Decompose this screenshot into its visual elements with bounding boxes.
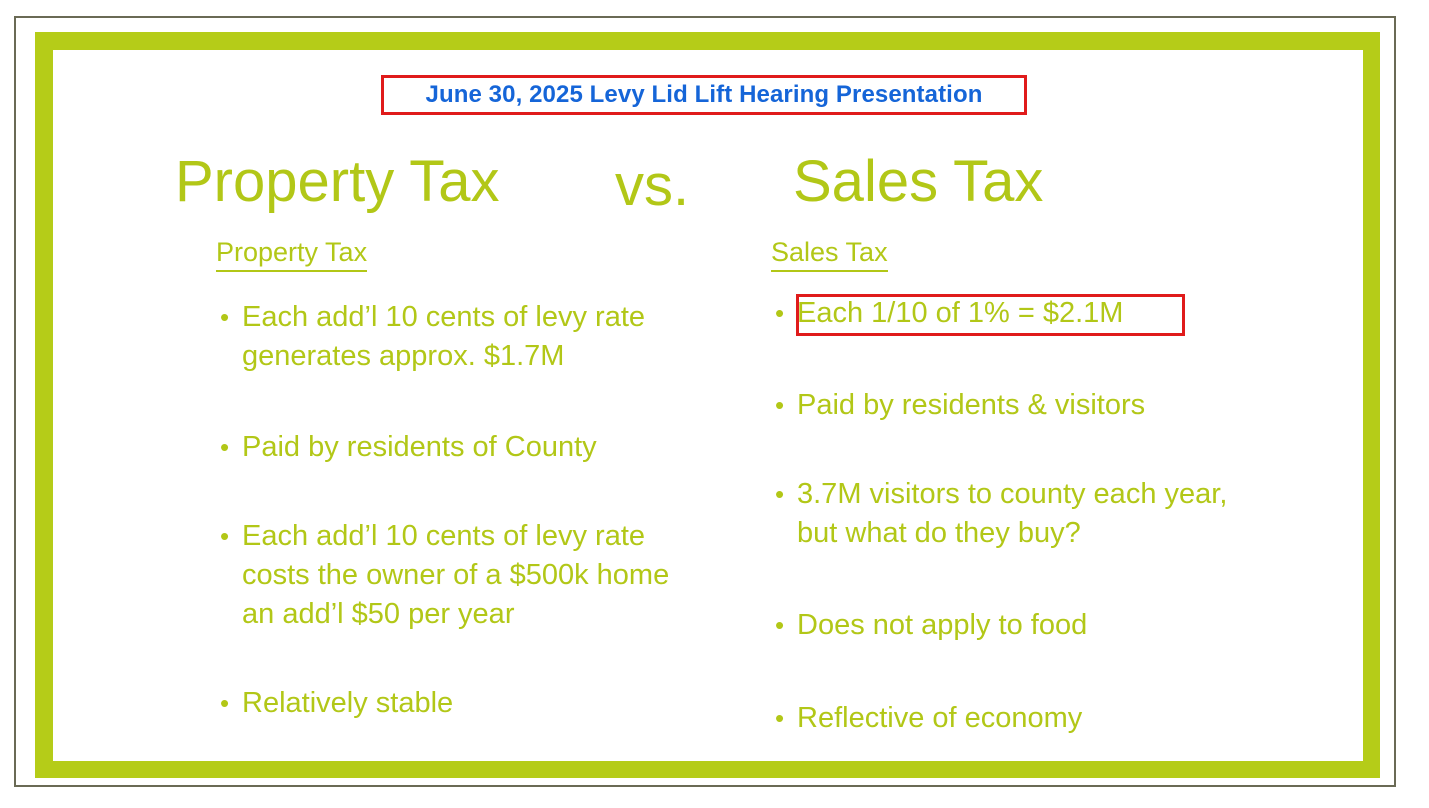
column-sales-tax — [771, 236, 1371, 738]
heading-sales-tax: Sales Tax — [793, 149, 1044, 214]
slide-heading-row — [53, 146, 1363, 224]
list-item: • 3.7M visitors to county each year, but what do they buy? — [771, 475, 1371, 553]
bullet-list-sales-tax — [771, 294, 1371, 738]
annotation-banner-text: June 30, 2025 Levy Lid Lift Hearing Presentation — [425, 81, 983, 108]
list-item: • Reflective of economy — [771, 699, 1371, 738]
column-title-property-tax: Property Tax — [216, 236, 367, 272]
bullet-list-property-tax — [216, 298, 816, 723]
slide-frame — [14, 16, 1396, 787]
annotation-banner — [381, 75, 1027, 115]
list-item: • Each add’l 10 cents of levy rate generates approx. $1.7M — [216, 298, 816, 376]
list-item: • Each add’l 10 cents of levy rate costs the owner of a $500k home an add’l $50 per year — [216, 517, 816, 634]
list-item: • Paid by residents & visitors — [771, 386, 1371, 425]
column-title-sales-tax: Sales Tax — [771, 236, 888, 272]
list-item: • Relatively stable — [216, 684, 816, 723]
list-item: • Each 1/10 of 1% = $2.1M — [771, 294, 1371, 333]
heading-property-tax: Property Tax — [175, 149, 500, 214]
list-item: • Does not apply to food — [771, 606, 1371, 645]
heading-vs: vs. — [615, 153, 690, 218]
column-property-tax — [216, 236, 816, 723]
list-item: • Paid by residents of County — [216, 428, 816, 467]
